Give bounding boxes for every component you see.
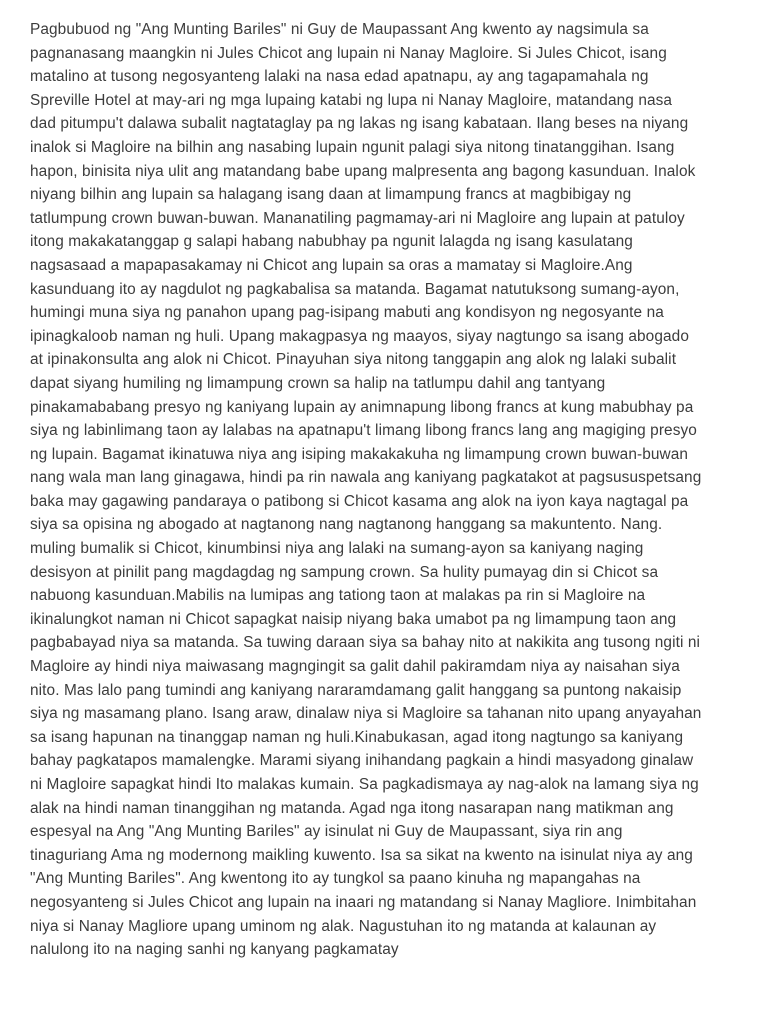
text-line: nabuong kasunduan.Mabilis na lumipas ang tationg taon at malakas pa rin si Magloire na (30, 587, 646, 605)
text-line: matalino at tusong negosyanteng lalaki na nasa edad apatnapu, ay ang tagapamahala ng (30, 68, 649, 86)
text-line: nagsasaad a mapapasakamay ni Chicot ang lupain sa oras a mamatay si Magloire.Ang (30, 256, 633, 274)
text-line: itong makakatanggap g salapi habang nabubhay pa ngunit lalagda ng isang kasulatang (30, 233, 633, 251)
text-line: ng lupain. Bagamat ikinatuwa niya ang isiping makakakuha ng limampung crown buwan-buwan (30, 445, 689, 463)
text-line: sa isang hapunan na tinanggap naman ng huli.Kinabukasan, agad itong nagtungo sa kaniyang (30, 728, 684, 746)
text-line: Spreville Hotel at may-ari ng mga lupaing katabi ng lupa ni Nanay Magloire, matandang nasa (30, 91, 673, 109)
text-line: tatlumpung crown buwan-buwan. Mananatiling pagmamay-ari ni Magloire ang lupain at patuloy (30, 209, 685, 227)
text-line: ikinalungkot naman ni Chicot sapagkat naisip niyang baka umabot pa ng limampung taon ang (30, 610, 677, 628)
text-line: Pagbubuod ng "Ang Munting Bariles" ni Guy de Maupassant Ang kwento ay nagsimula sa (30, 21, 649, 38)
text-line: nalulong ito na naging sanhi ng kanyang pagkamatay (30, 941, 399, 959)
text-line: pinakamababang presyo ng kaniyang lupain ay animnapung libong francs at kung mabubhay pa (30, 398, 694, 416)
text-line: niyang bilhin ang lupain sa halagang isang daan at limampung francs at magbibigay ng (30, 186, 632, 204)
text-line: siya ng masamang plano. Isang araw, dinalaw niya si Magloire sa tahanan nito upang anyayahan (30, 705, 702, 723)
text-line: Magloire ay hindi niya maiwasang magngingit sa galit dahil pakiramdam niya ay naisahan siya (30, 658, 680, 676)
text-line: desisyon at pinilit pang magdagdag ng sampung crown. Sa hulity pumayag din si Chicot sa (30, 563, 659, 581)
text-line: inalok si Magloire na bilhin ang nasabing lupain ngunit palagi siya nitong tinatanggihan. Isang (30, 138, 675, 156)
text-line: nang wala man lang ginagawa, hindi pa rin nawala ang kaniyang pagkatakot at pagsususpetsang (30, 469, 702, 487)
text-line: nito. Mas lalo pang tumindi ang kaniyang nararamdamang galit hanggang sa puntong nakaisip (30, 681, 682, 699)
text-line: ni Magloire sapagkat hindi Ito malakas kumain. Sa pagkadismaya ay nag-alok na lamang siya ng (30, 776, 699, 793)
text-line: kasunduang ito ay nagdulot ng pagkabalisa sa matanda. Bagamat natutuksong sumang-ayon, (30, 280, 680, 298)
text-line: negosyanteng si Jules Chicot ang lupain na inaari ng matandang si Nanay Magliore. Inimbitahan (30, 893, 697, 911)
text-line: at ipinakonsulta ang alok ni Chicot. Pinayuhan siya nitong tanggapin ang alok ng lalaki subalit (30, 351, 677, 369)
text-line: hapon, binisita niya ulit ang matandang babe upang malpresenta ang bagong kasunduan. Inalok (30, 162, 696, 180)
text-line: humingi muna siya ng panahon upang pag-isipang mabuti ang kondisyon ng negosyante na (30, 304, 664, 322)
text-line: pagbabayad niya sa matanda. Sa tuwing daraan siya sa bahay nito at nakikita ang tusong ngiti ni (30, 634, 701, 652)
text-line: muling bumalik si Chicot, kinumbinsi niya ang lalaki na sumang-ayon sa kaniyang naging (30, 540, 644, 558)
text-line: dapat siyang humiling ng limampung crown sa halip na tatlumpu dahil ang tantyang (30, 374, 606, 392)
text-line: siya ng labinlimang taon ay lalabas na apatnapu't limang libong francs lang ang magiging presyo (30, 422, 697, 440)
text-line: espesyal na Ang "Ang Munting Bariles" ay isinulat ni Guy de Maupassant, siya rin ang (30, 823, 623, 841)
text-line: baka may gagawing pandaraya o patibong si Chicot kasama ang alok na iyon kaya nagtagal pa (30, 492, 689, 510)
summary-paragraph (30, 18, 748, 962)
text-line: dad pitumpu't dalawa subalit nagtataglay pa ng lakas ng isang kabataan. Ilang beses na niyang (30, 115, 689, 133)
text-line: siya sa opisina ng abogado at nagtanong nang nagtanong hanggang sa makuntento. Nang. (30, 516, 663, 534)
text-line: "Ang Munting Bariles". Ang kwentong ito ay tungkol sa paano kinuha ng mapangahas na (30, 870, 641, 888)
text-line: alak na hindi naman tinanggihan ng matanda. Agad nga itong nasarapan nang matikman ang (30, 799, 674, 817)
text-line: bahay pagkatapos mamalengke. Marami siyang inihandang pagkain a hindi masyadong ginalaw (30, 752, 694, 770)
text-line: ipinagkaloob naman ng huli. Upang makagpasya ng maayos, siyay nagtungo sa isang abogado (30, 327, 689, 345)
text-line: tinaguriang Ama ng modernong maikling kuwento. Isa sa sikat na kwento na isinulat niya ay ang (30, 846, 693, 864)
text-line: pagnanasang maangkin ni Jules Chicot ang lupain ni Nanay Magloire. Si Jules Chicot, isang (30, 44, 667, 62)
text-line: niya si Nanay Magliore upang uminom ng alak. Nagustuhan ito ng matanda at kalaunan ay (30, 917, 657, 935)
